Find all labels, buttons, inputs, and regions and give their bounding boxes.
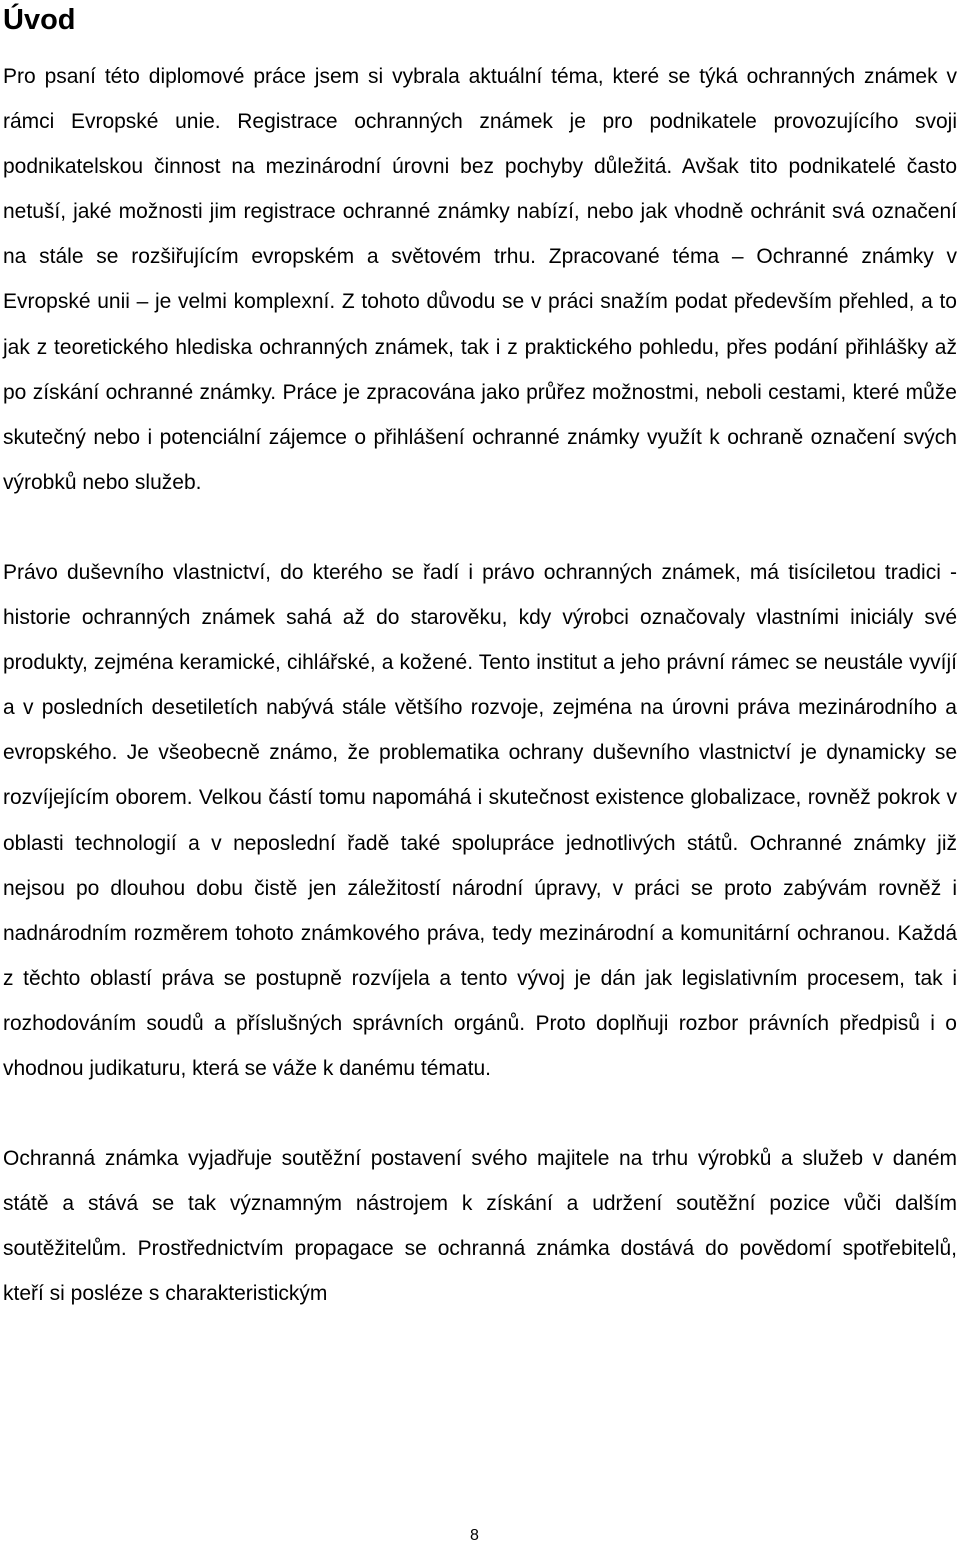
paragraph-intro: Pro psaní této diplomové práce jsem si vybrala aktuální téma, které se týká ochranných známek v rámci Evropské unie. Registrace ochranných známek je pro podnikatele provozujícího svoji podnikatelskou činnost na mezinárodní úrovni bez pochyby důležitá. Avšak tito podnikatelé často netuší, jaké možnosti jim registrace ochranné známky nabízí, nebo jak vhodně ochránit svá označení na stále se rozšiřujícím evropském a světovém trhu. Zpracované téma – Ochranné známky v Evropské unii – je velmi komplexní. Z tohoto důvodu se v práci snažím podat především přehled, a to jak z teoretického hlediska ochranných známek, tak i z praktického pohledu, přes podání přihlášky až po získání ochranné známky. Práce je zpracována jako průřez možnostmi, neboli cestami, které může skutečný nebo i potenciální zájemce o přihlášení ochranné známky využít k ochraně označení svých výrobků nebo služeb. [3, 65, 957, 494]
paragraph-trademark-role: Ochranná známka vyjadřuje soutěžní postavení svého majitele na trhu výrobků a služeb v daném státě a stává se tak významným nástrojem k získání a udržení soutěžní pozice vůči dalším soutěžitelům. Prostřednictvím propagace se ochranná známka dostává do povědomí spotřebitelů, kteří si posléze s charakteristickým [3, 1147, 957, 1306]
document-page [3, 0, 957, 1316]
page-number: 8 [470, 1527, 479, 1544]
paragraph-history: Právo duševního vlastnictví, do kterého se řadí i právo ochranných známek, má tisíciletou tradici - historie ochranných známek sahá až do starověku, kdy výrobci označovaly vlastními iniciály své produkty, zejména keramické, cihlářské, a kožené. Tento institut a jeho právní rámec se neustále vyvíjí a v posledních desetiletích nabývá stále většího rozvoje, zejména na úrovni práva mezinárodního a evropského. Je všeobecně známo, že problematika ochrany duševního vlastnictví je dynamicky se rozvíjejícím oborem. Velkou částí tomu napomáhá i skutečnost existence globalizace, rovněž pokrok v oblasti technologií a v neposlední řadě také spolupráce jednotlivých států. Ochranné známky již nejsou po dlouhou dobu čistě jen záležitostí národní úpravy, v práci se proto zabývám rovněž i nadnárodním rozměrem tohoto známkového práva, tedy mezinárodní a komunitární ochranou. Každá z těchto oblastí práva se postupně rozvíjela a tento vývoj je dán jak legislativním procesem, tak i rozhodováním soudů a příslušných správních orgánů. Proto doplňuji rozbor právních předpisů i o vhodnou judikaturu, která se váže k danému tématu. [3, 560, 957, 1080]
section-heading: Úvod [3, 4, 76, 36]
